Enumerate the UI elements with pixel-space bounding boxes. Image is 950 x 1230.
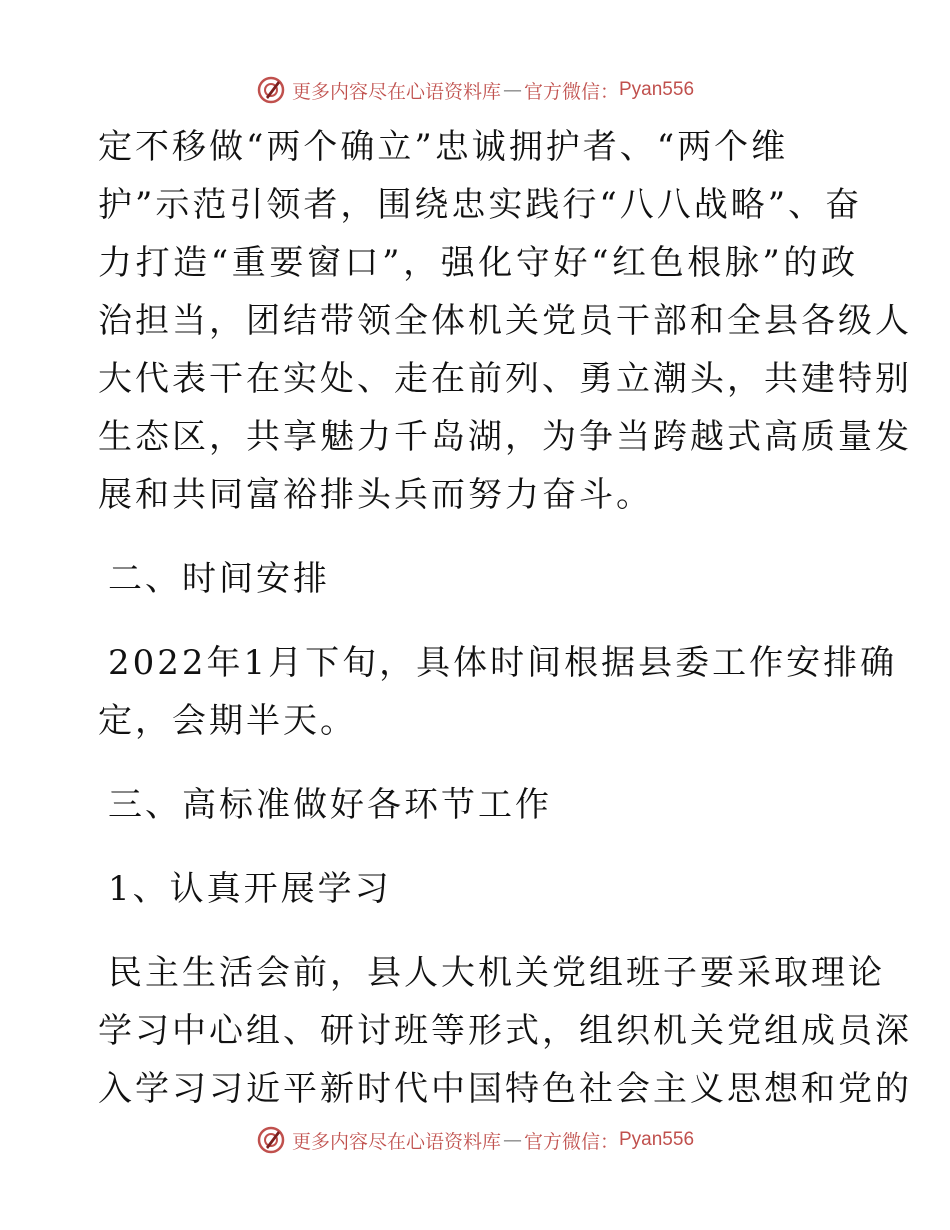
paragraph-line: 大代表干在实处、走在前列、勇立潮头，共建特别 [98, 359, 912, 399]
paragraph-line: 展和共同富裕排头兵而努力奋斗。 [98, 475, 653, 515]
watermark-id: Pyan556 [619, 1129, 695, 1150]
paragraph-line: 民主生活会前，县人大机关党组班子要采取理论 [108, 953, 885, 993]
watermark-separator: — [502, 1129, 522, 1151]
paragraph-line: 2022年1月下旬，具体时间根据县委工作安排确 [108, 643, 898, 683]
pen-logo-icon [256, 1125, 286, 1155]
paragraph-line: 力打造“重要窗口”，强化守好“红色根脉”的政 [98, 243, 858, 283]
watermark-text: 更多内容尽在心语资料库 [291, 1130, 501, 1153]
paragraph-line: 护”示范引领者，围绕忠实践行“八八战略”、奋 [98, 185, 863, 225]
watermark-suffix: 官方微信： [523, 1130, 619, 1153]
watermark-text: 更多内容尽在心语资料库 [291, 80, 501, 103]
watermark-suffix: 官方微信： [523, 80, 619, 103]
watermark-id: Pyan556 [619, 79, 695, 100]
paragraph-line: 生态区，共享魅力千岛湖，为争当跨越式高质量发 [98, 417, 912, 457]
paragraph-line: 定，会期半天。 [98, 701, 357, 741]
subsection-heading-study: 1、认真开展学习 [108, 869, 392, 909]
document-body [98, 118, 912, 1118]
section-heading-work: 三、高标准做好各环节工作 [108, 785, 552, 825]
pen-logo-icon [256, 75, 286, 105]
footer-watermark [0, 1120, 950, 1160]
paragraph-line: 学习中心组、研讨班等形式，组织机关党组成员深 [98, 1011, 912, 1051]
section-heading-time: 二、时间安排 [108, 559, 330, 599]
header-watermark [0, 70, 950, 110]
paragraph-line: 定不移做“两个确立”忠诚拥护者、“两个维 [98, 127, 789, 167]
paragraph-line: 治担当，团结带领全体机关党员干部和全县各级人 [98, 301, 912, 341]
watermark-separator: — [502, 79, 522, 101]
paragraph-line: 入学习习近平新时代中国特色社会主义思想和党的 [98, 1069, 912, 1109]
